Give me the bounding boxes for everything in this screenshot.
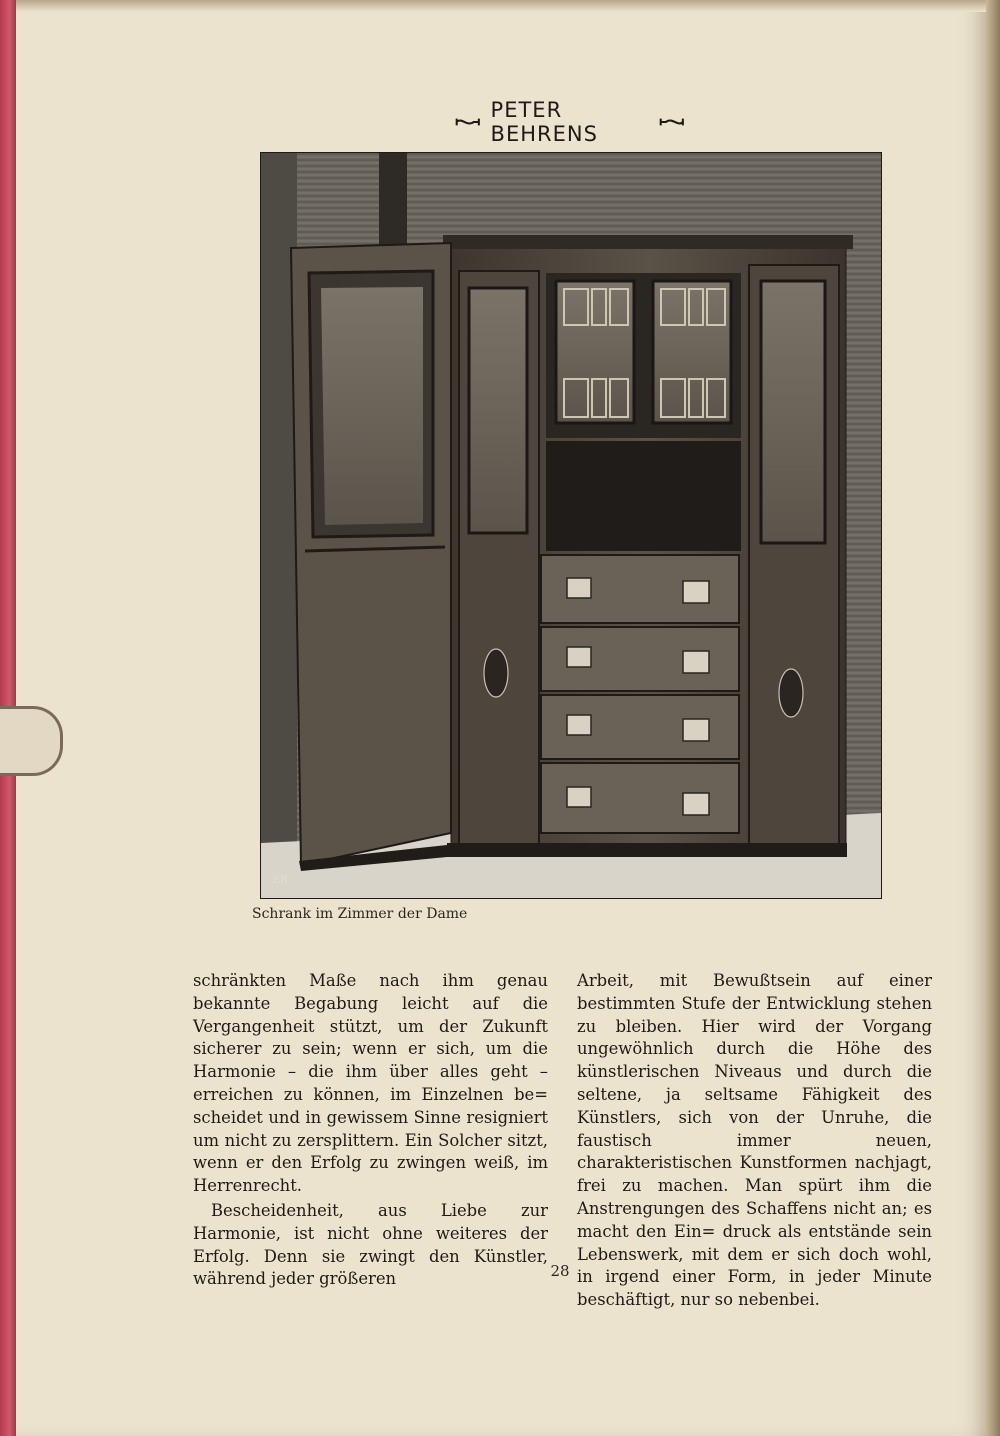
page-top-shadow (16, 0, 988, 12)
right-ornament-icon (659, 115, 685, 129)
plate-caption: Schrank im Zimmer der Dame (252, 906, 468, 922)
paragraph: Arbeit, mit Bewußtsein auf einer bestimmten Stufe der Entwicklung stehen zu bleiben. Hier wird der Vorgang ungewöhnlich durch die Höhe des künstlerischen Niveaus und durch die seltene, ja seltsame Fähigkeit des Künstlers, sich von der Unruhe, die faustisch immer neuen, charakteristischen Kunstformen nachjagt, frei zu machen. Man spürt ihm die Anstrengungen des Schaffens nicht an; es macht den Ein= druck als entstände sein Lebenswerk, mit dem er sich doch wohl, in irgend einer Form, in jeder Minute beschäftigt, nur so nebenbei. (577, 971, 932, 1310)
paragraph: schränkten Maße nach ihm genau bekannte Begabung leicht auf die Vergangenheit stützt, um der Zukunft sicherer zu sein; wenn er sich, um die Harmonie – die ihm über alles geht – erreichen zu können, im Einzelnen be= scheidet und in gewissem Sinne resigniert um nicht zu zersplittern. Ein Solcher sitzt, wenn er den Erfolg zu zwingen weiß, im Herrenrecht. (193, 971, 548, 1196)
text-column-right (577, 970, 932, 1312)
thumb-index-notch (0, 706, 63, 776)
left-ornament-icon (455, 115, 481, 129)
text-column-left (193, 970, 548, 1291)
page-stack-edge (986, 0, 1000, 1436)
photo-plate (260, 152, 882, 899)
paragraph: Bescheidenheit, aus Liebe zur Harmonie, ist nicht ohne weiteres der Erfolg. Denn sie zwingt den Künstler, während jeder größeren (193, 1200, 548, 1289)
cabinet-photograph (261, 153, 881, 898)
running-head (455, 98, 685, 146)
running-head-title: PETER BEHRENS (490, 98, 598, 146)
plate-signature: EB (273, 875, 288, 886)
page-number: 28 (550, 1262, 570, 1280)
